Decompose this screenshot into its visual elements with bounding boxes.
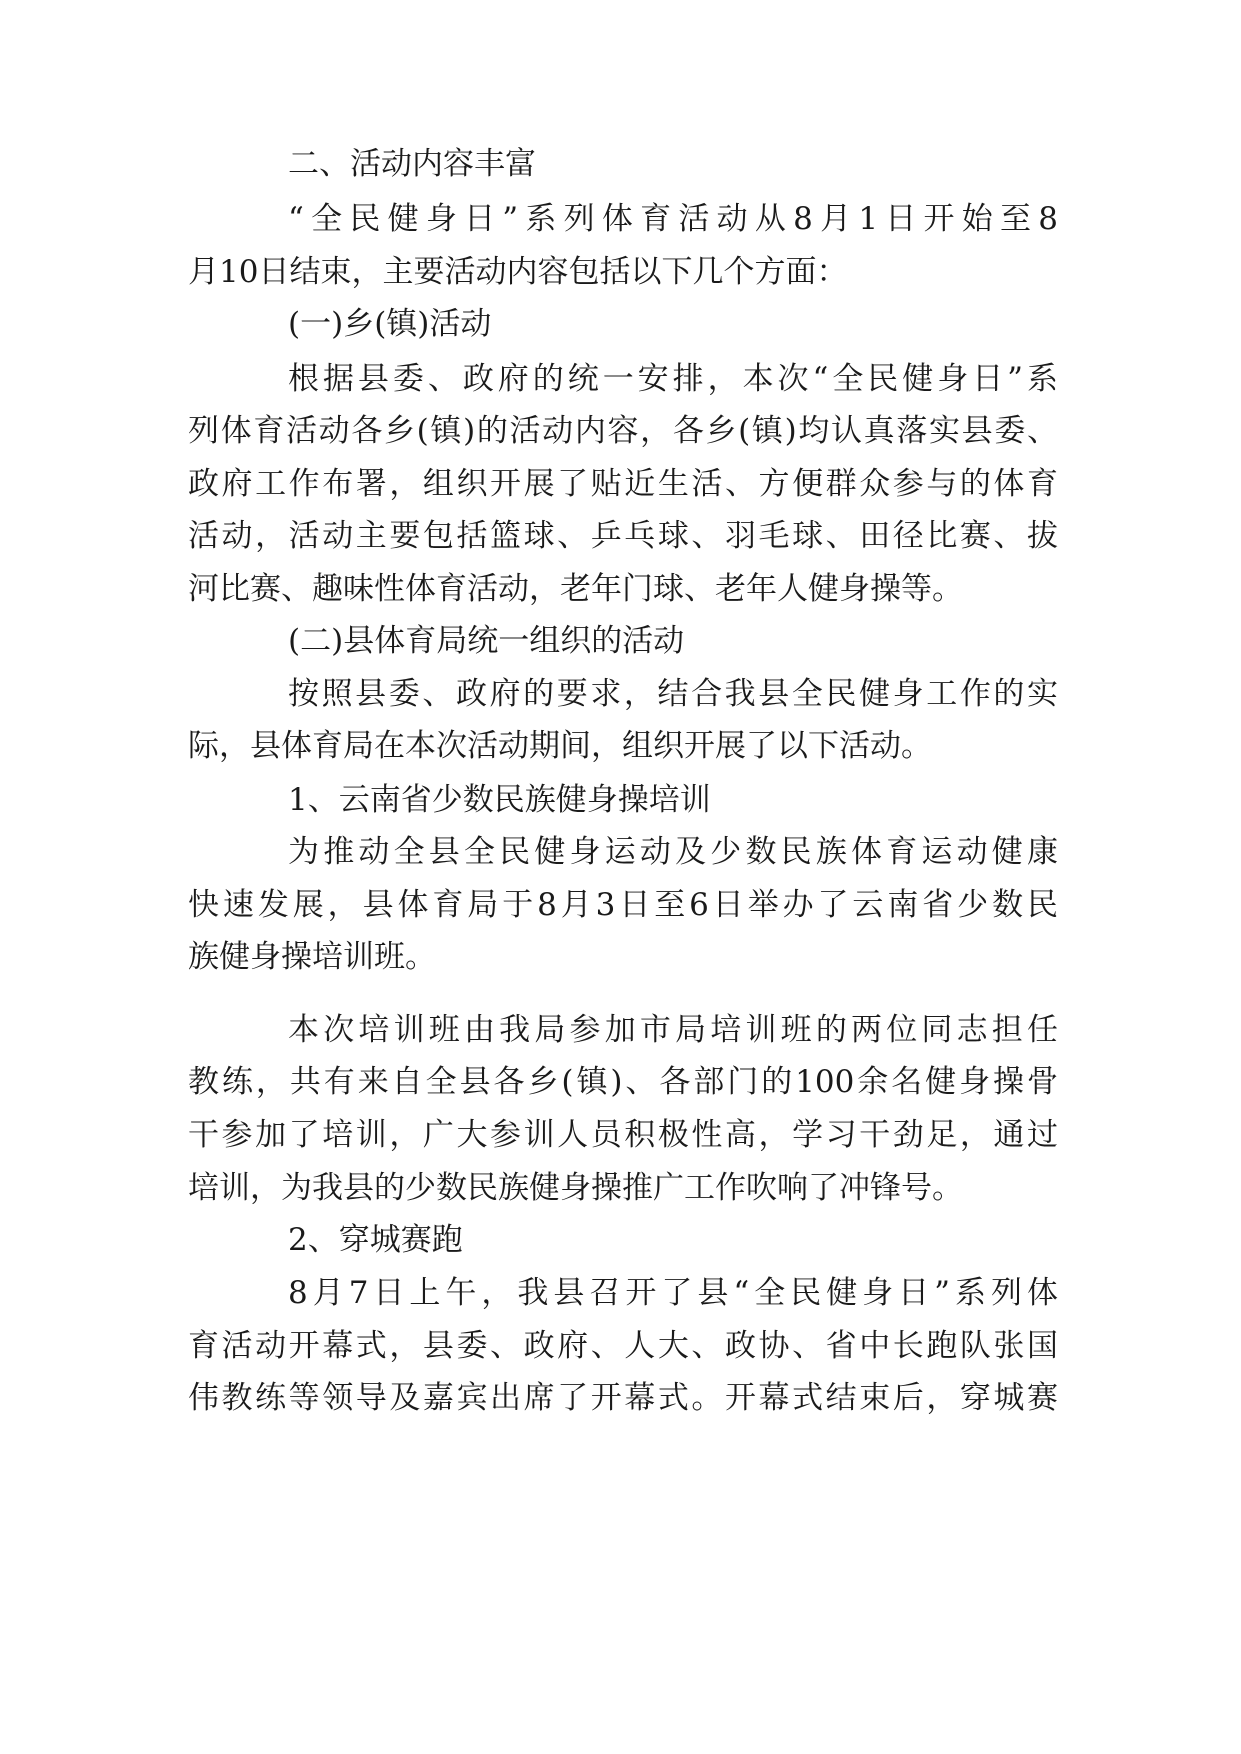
- paragraph-line: 快速发展，县体育局于8月3日至6日举办了云南省少数民: [188, 887, 1058, 923]
- paragraph-line: 按照县委、政府的要求，结合我县全民健身工作的实: [288, 676, 1058, 712]
- paragraph-line: 政府工作布署，组织开展了贴近生活、方便群众参与的体育: [188, 466, 1058, 502]
- section-heading: 二、活动内容丰富: [288, 146, 536, 182]
- paragraph-line: 培训，为我县的少数民族健身操推广工作吹响了冲锋号。: [188, 1170, 963, 1206]
- paragraph-line: 干参加了培训，广大参训人员积极性高，学习干劲足，通过: [188, 1117, 1058, 1153]
- paragraph-line: 活动，活动主要包括篮球、乒乓球、羽毛球、田径比赛、拔: [188, 518, 1058, 554]
- paragraph-line: 月10日结束，主要活动内容包括以下几个方面：: [188, 254, 848, 290]
- subsection-heading: (一)乡(镇)活动: [288, 306, 492, 342]
- item-heading: 2、穿城赛跑: [288, 1222, 463, 1258]
- paragraph-line: 本次培训班由我局参加市局培训班的两位同志担任: [288, 1012, 1058, 1048]
- paragraph-line: 教练，共有来自全县各乡(镇)、各部门的100余名健身操骨: [188, 1064, 1058, 1100]
- paragraph-line: 际，县体育局在本次活动期间，组织开展了以下活动。: [188, 728, 932, 764]
- paragraph-line: 育活动开幕式，县委、政府、人大、政协、省中长跑队张国: [188, 1328, 1058, 1364]
- paragraph-line: 河比赛、趣味性体育活动，老年门球、老年人健身操等。: [188, 571, 963, 607]
- paragraph-line: 8月7日上午，我县召开了县“全民健身日”系列体: [288, 1275, 1058, 1311]
- paragraph-line: 根据县委、政府的统一安排，本次“全民健身日”系: [288, 361, 1058, 397]
- subsection-heading: (二)县体育局统一组织的活动: [288, 623, 685, 659]
- paragraph-line: 族健身操培训班。: [188, 939, 436, 975]
- paragraph-line: 为推动全县全民健身运动及少数民族体育运动健康: [288, 834, 1058, 870]
- paragraph-line: “全民健身日”系列体育活动从8月1日开始至8: [288, 201, 1058, 237]
- item-heading: 1、云南省少数民族健身操培训: [288, 782, 711, 818]
- paragraph-line: 列体育活动各乡(镇)的活动内容，各乡(镇)均认真落实县委、: [188, 413, 1058, 449]
- paragraph-line: 伟教练等领导及嘉宾出席了开幕式。开幕式结束后，穿城赛: [188, 1380, 1058, 1416]
